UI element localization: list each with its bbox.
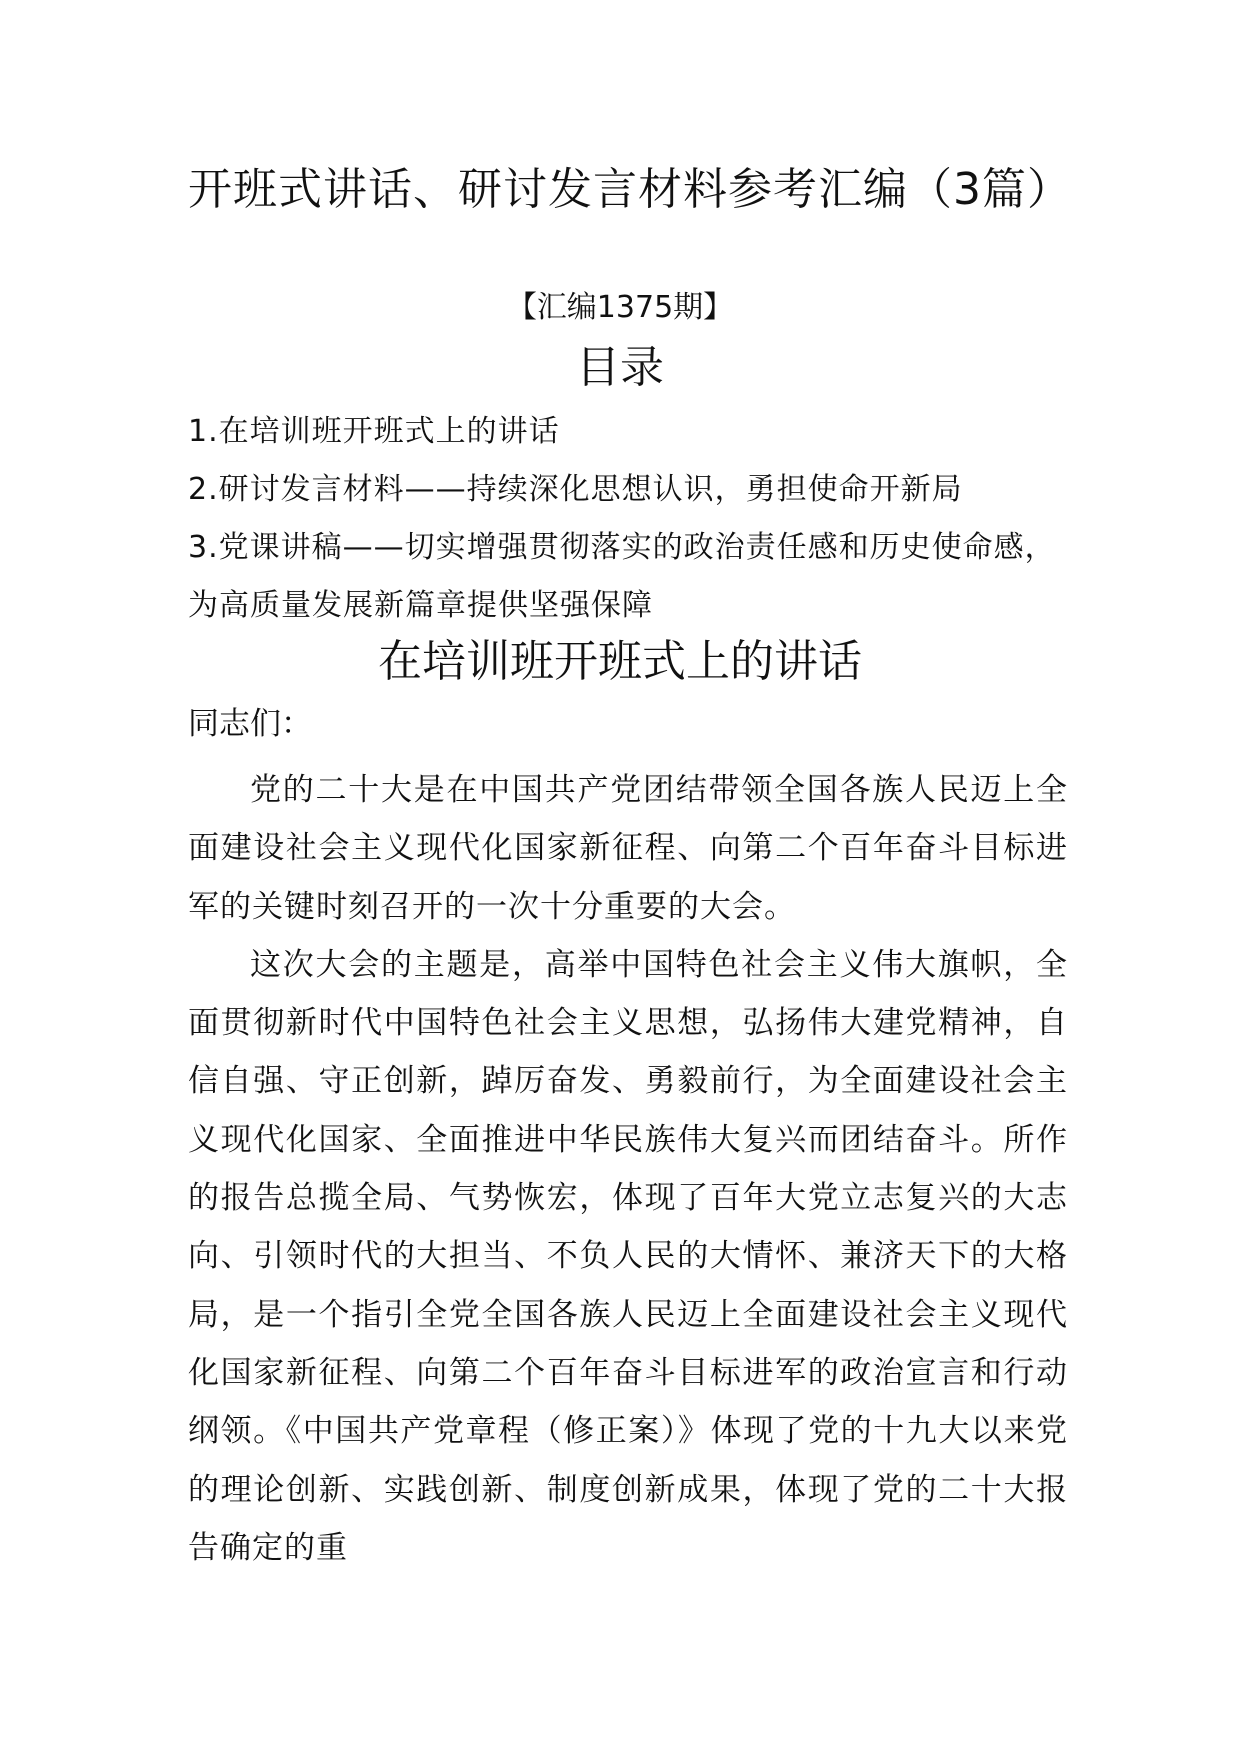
toc-item-3: 3.党课讲稿——切实增强贯彻落实的政治责任感和历史使命感，为高质量发展新篇章提供坚强保障: [188, 530, 1056, 623]
toc-heading: 目录: [576, 342, 664, 393]
section-title: 在培训班开班式上的讲话: [378, 636, 862, 687]
toc-item-2: 2.研讨发言材料——持续深化思想认识，勇担使命开新局: [188, 472, 963, 507]
document-title: 开班式讲话、研讨发言材料参考汇编（3篇）: [188, 164, 1072, 215]
toc-item-1: 1.在培训班开班式上的讲话: [188, 414, 560, 449]
body-text: [188, 761, 1068, 1577]
issue-number: 【汇编1375期】: [506, 290, 734, 325]
paragraph-2: 这次大会的主题是，高举中国特色社会主义伟大旗帜，全面贯彻新时代中国特色社会主义思想，弘扬伟大建党精神，自信自强、守正创新，踔厉奋发、勇毅前行，为全面建设社会主义现代化国家、全面推进中华民族伟大复兴而团结奋斗。所作的报告总揽全局、气势恢宏，体现了百年大党立志复兴的大志向、引领时代的大担当、不负人民的大情怀、兼济天下的大格局，是一个指引全党全国各族人民迈上全面建设社会主义现代化国家新征程、向第二个百年奋斗目标进军的政治宣言和行动纲领。《中国共产党章程（修正案）》体现了党的十九大以来党的理论创新、实践创新、制度创新成果，体现了党的二十大报告确定的重: [188, 946, 1068, 1566]
toc-list: [188, 403, 1068, 635]
paragraph-1: 党的二十大是在中国共产党团结带领全国各族人民迈上全面建设社会主义现代化国家新征程、向第二个百年奋斗目标进军的关键时刻召开的一次十分重要的大会。: [188, 772, 1068, 925]
greeting: 同志们：: [188, 706, 312, 742]
